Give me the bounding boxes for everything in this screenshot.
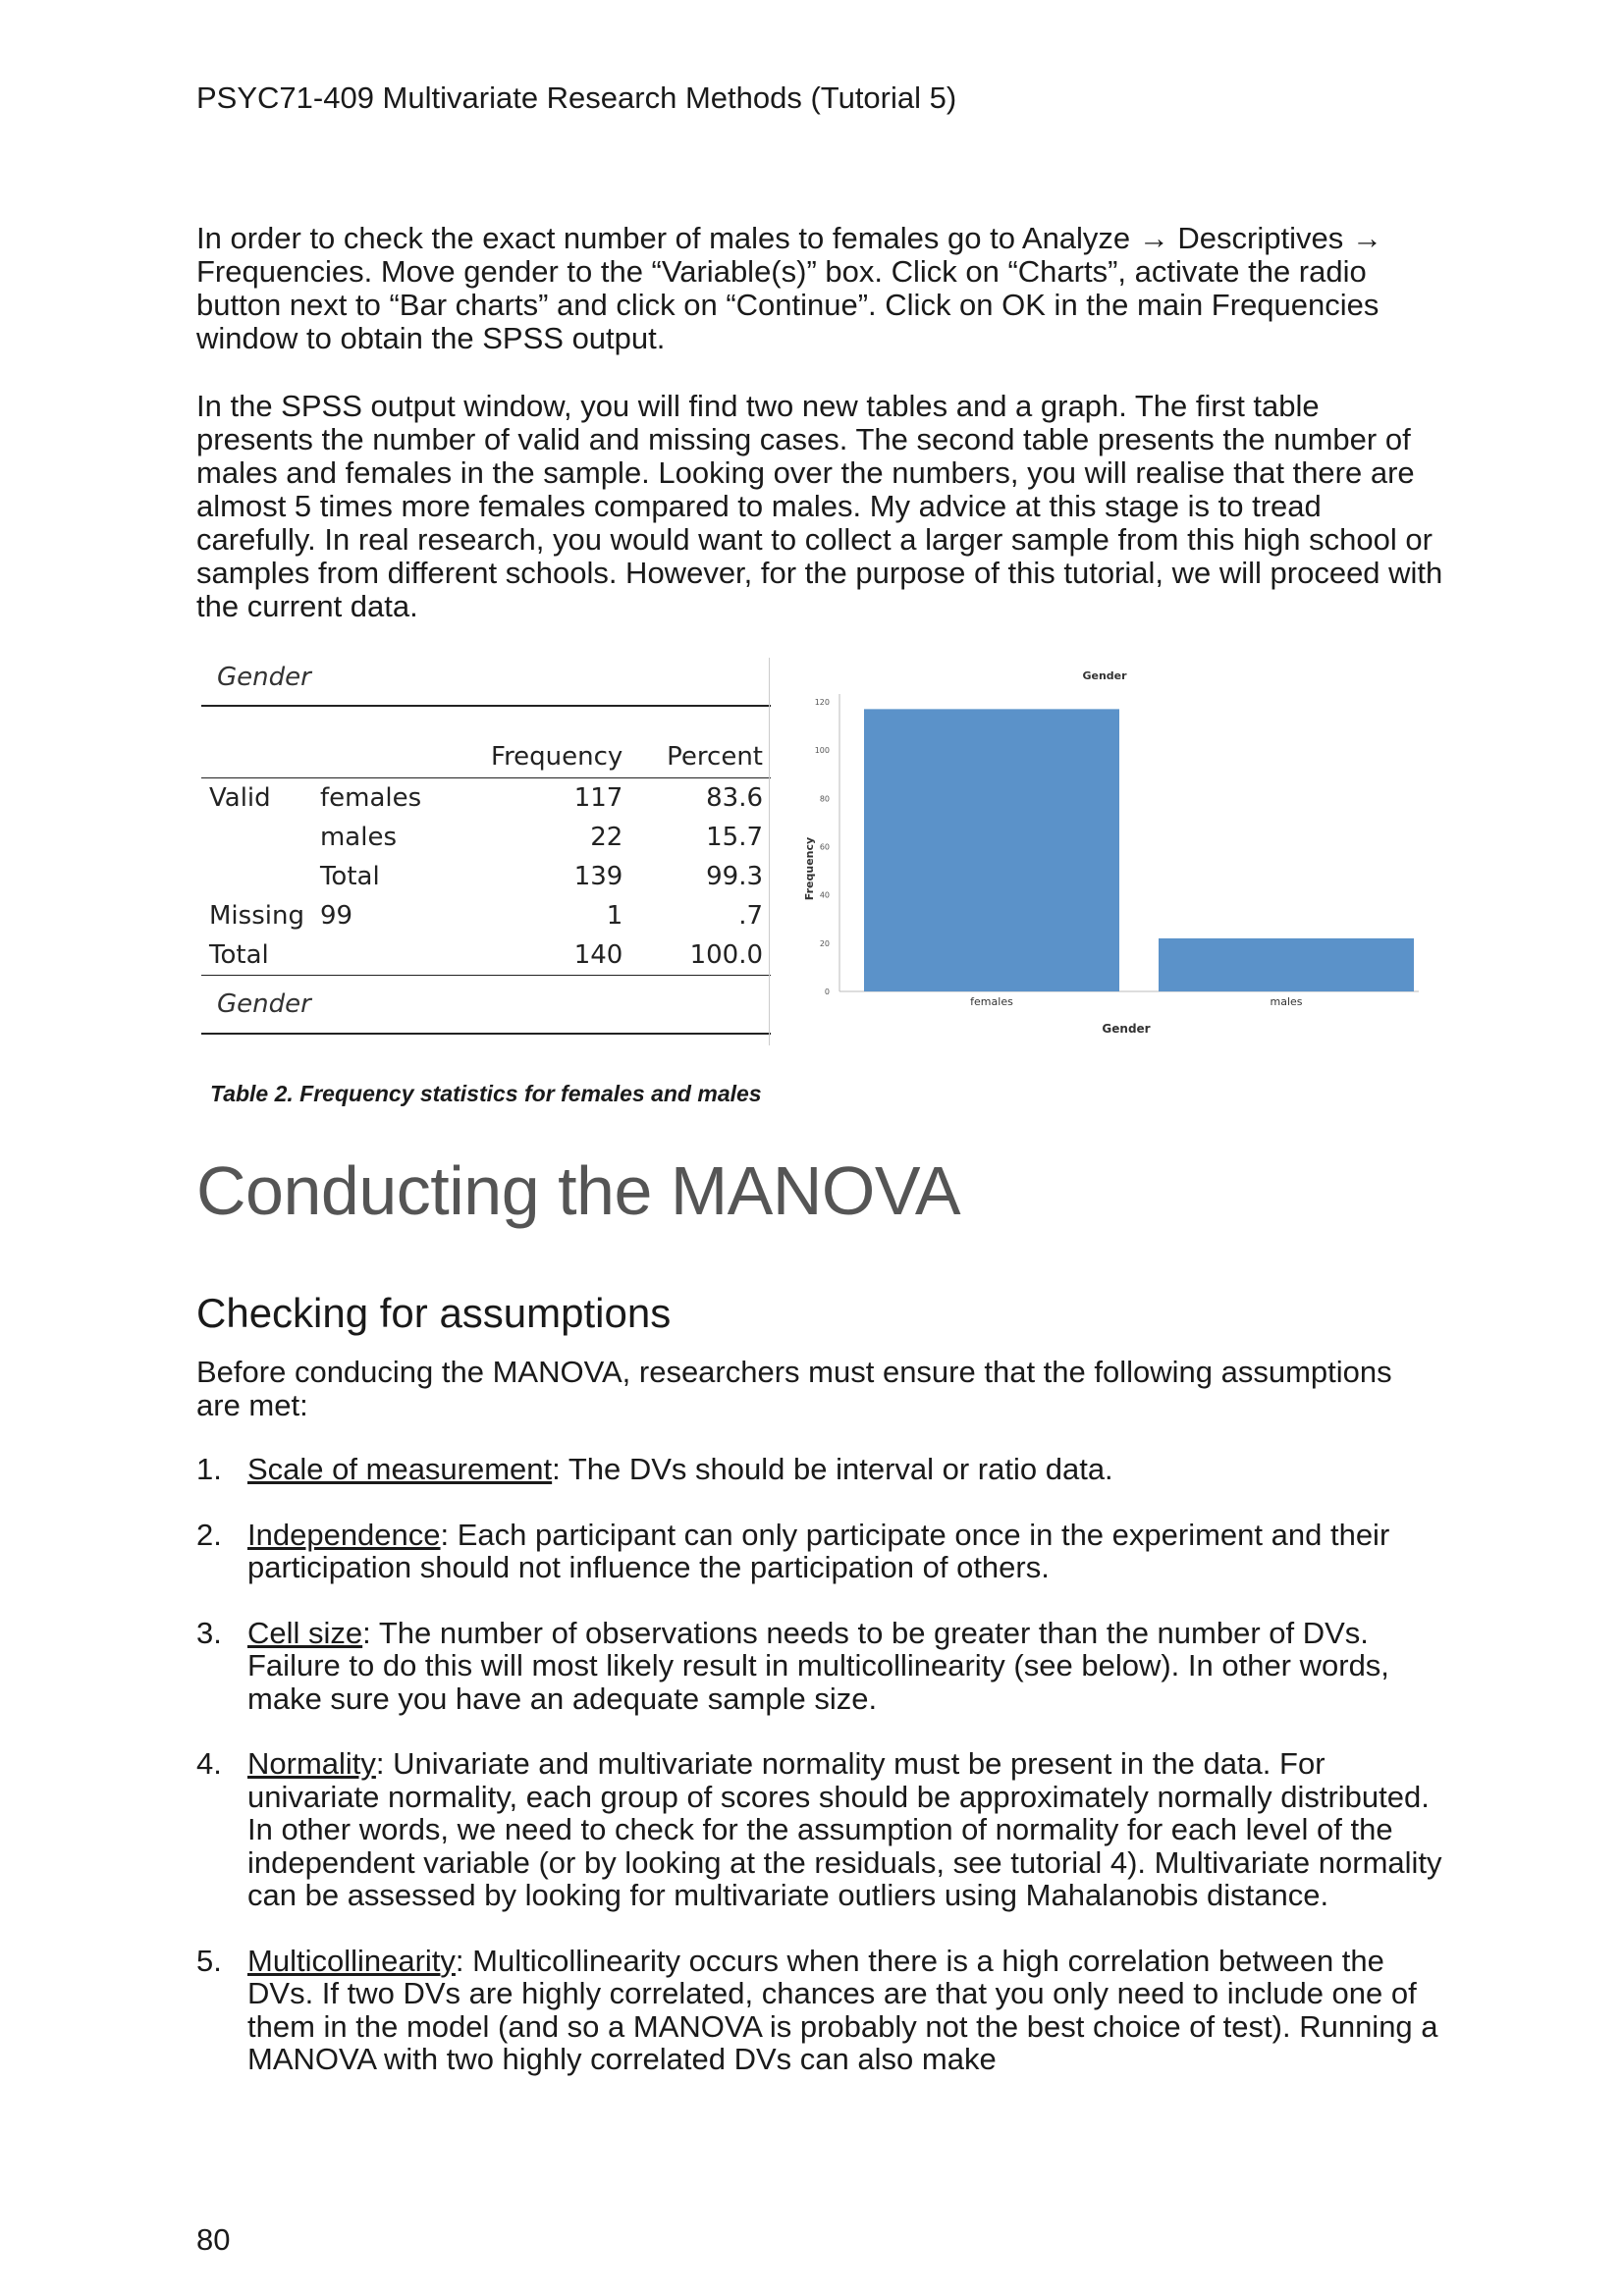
table-row [201, 778, 771, 819]
table-row [201, 935, 771, 976]
row-label [312, 935, 446, 976]
list-text: : Each participant can only participate once in the experiment and their participation should not influence the participation of others. [247, 1517, 1390, 1584]
list-number: 5. [196, 1943, 222, 1978]
row-group [201, 818, 312, 857]
table-title: Gender [217, 663, 311, 692]
assumptions-list [196, 1453, 1443, 2109]
row-group: Valid [209, 783, 271, 813]
table-row [201, 818, 771, 857]
frequency-table [201, 658, 771, 1035]
row-label: males [319, 823, 397, 852]
y-tick-label: 0 [824, 988, 830, 996]
row-group: Missing [209, 901, 304, 931]
term-multicollinearity: Multicollinearity [247, 1943, 456, 1978]
row-group: Total [201, 935, 312, 976]
term-independence: Independence [247, 1517, 441, 1552]
list-text: : The number of observations needs to be greater than the number of DVs. Failure to do this will most likely result in multicollinearity (see below). In other words, make sure you have an adequate sample size. [247, 1615, 1389, 1716]
paragraph-output-explanation: In the SPSS output window, you will find two new tables and a graph. The first table presents the number of valid and missing cases. The second table presents the number of males and females in the sample. Looking over the numbers, you will realise that there are almost 5 times more females compared to males. My advice at this stage is to tread carefully. In real research, you would want to collect a larger sample from this high school or samples from different schools. However, for the purpose of this tutorial, we will proceed with the current data. [196, 389, 1443, 623]
y-tick-label: 60 [819, 842, 830, 852]
paragraph-instructions: In order to check the exact number of males to females go to Analyze → Descriptives → Frequencies. Move gender to the “Variable(s)” box. Click on “Charts”, activate the radio button next to “Bar charts” and click on “Continue”. Click on OK in the main Frequencies window to obtain the SPSS output. [196, 221, 1382, 355]
list-item [196, 1747, 1443, 1912]
page-header: PSYC71-409 Multivariate Research Methods (Tutorial 5) [196, 80, 957, 115]
list-number: 2. [196, 1517, 222, 1552]
table-row [201, 896, 771, 935]
x-tick-label: males [1270, 995, 1303, 1008]
y-tick-label: 120 [814, 698, 830, 707]
list-item [196, 1945, 1443, 2076]
list-item [196, 1617, 1443, 1716]
row-percent: .7 [738, 901, 763, 931]
row-frequency: 139 [573, 862, 623, 891]
table-footer: Gender [201, 976, 771, 1035]
row-frequency: 1 [606, 901, 623, 931]
row-label: females [319, 783, 422, 813]
page-number: 80 [196, 2222, 231, 2257]
list-text: : The DVs should be interval or ratio data. [552, 1452, 1113, 1486]
row-label: 99 [319, 901, 353, 931]
x-tick-label: females [970, 995, 1013, 1008]
row-group [201, 857, 312, 896]
row-percent: 99.3 [706, 862, 763, 891]
row-percent: 83.6 [706, 783, 763, 813]
term-scale-of-measurement: Scale of measurement [247, 1452, 553, 1486]
table-row [201, 857, 771, 896]
assumptions-intro: Before conducing the MANOVA, researchers must ensure that the following assumptions are met: [196, 1355, 1392, 1422]
subsection-title: Checking for assumptions [196, 1290, 672, 1336]
gender-bar-chart [781, 658, 1429, 1050]
list-item [196, 1519, 1443, 1584]
list-number: 1. [196, 1452, 222, 1486]
list-number: 4. [196, 1746, 222, 1781]
row-frequency: 22 [590, 823, 623, 852]
row-percent: 15.7 [706, 823, 763, 852]
y-tick-label: 40 [819, 890, 830, 900]
list-number: 3. [196, 1615, 222, 1650]
bar-females [864, 709, 1119, 991]
y-tick-label: 100 [814, 746, 830, 756]
row-label: Total [319, 862, 380, 891]
row-frequency: 117 [573, 783, 623, 813]
term-normality: Normality [247, 1746, 376, 1781]
table-caption: Table 2. Frequency statistics for females and males [210, 1081, 762, 1106]
list-text: : Univariate and multivariate normality must be present in the data. For univariate normality, each group of scores should be approximately normally distributed. In other words, we need to check for the assumption of normality for each level of the independent variable (or by looking at the residuals, see tutorial 4). Multivariate normality can be assessed by looking for multivariate outliers using Mahalanobis distance. [247, 1746, 1442, 1912]
term-cell-size: Cell size [247, 1615, 363, 1650]
col-header-frequency: Frequency [446, 707, 630, 778]
y-tick-label: 20 [819, 938, 830, 948]
chart-title: Gender [1082, 669, 1127, 682]
divider [769, 658, 770, 1045]
y-tick-label: 80 [819, 794, 830, 804]
list-item [196, 1453, 1443, 1486]
row-percent: 100.0 [630, 935, 771, 976]
col-header-percent: Percent [630, 707, 771, 778]
x-axis-label: Gender [1102, 1022, 1151, 1036]
bar-males [1159, 938, 1414, 991]
row-frequency: 140 [446, 935, 630, 976]
section-title: Conducting the MANOVA [196, 1152, 961, 1229]
list-text: : Multicollinearity occurs when there is a high correlation between the DVs. If two DVs are highly correlated, chances are that you only need to include one of them in the model (and so a MANOVA is probably not the best choice of test). Running a MANOVA with two highly correlated DVs can also make [247, 1943, 1438, 2076]
y-axis-label: Frequency [803, 836, 816, 901]
